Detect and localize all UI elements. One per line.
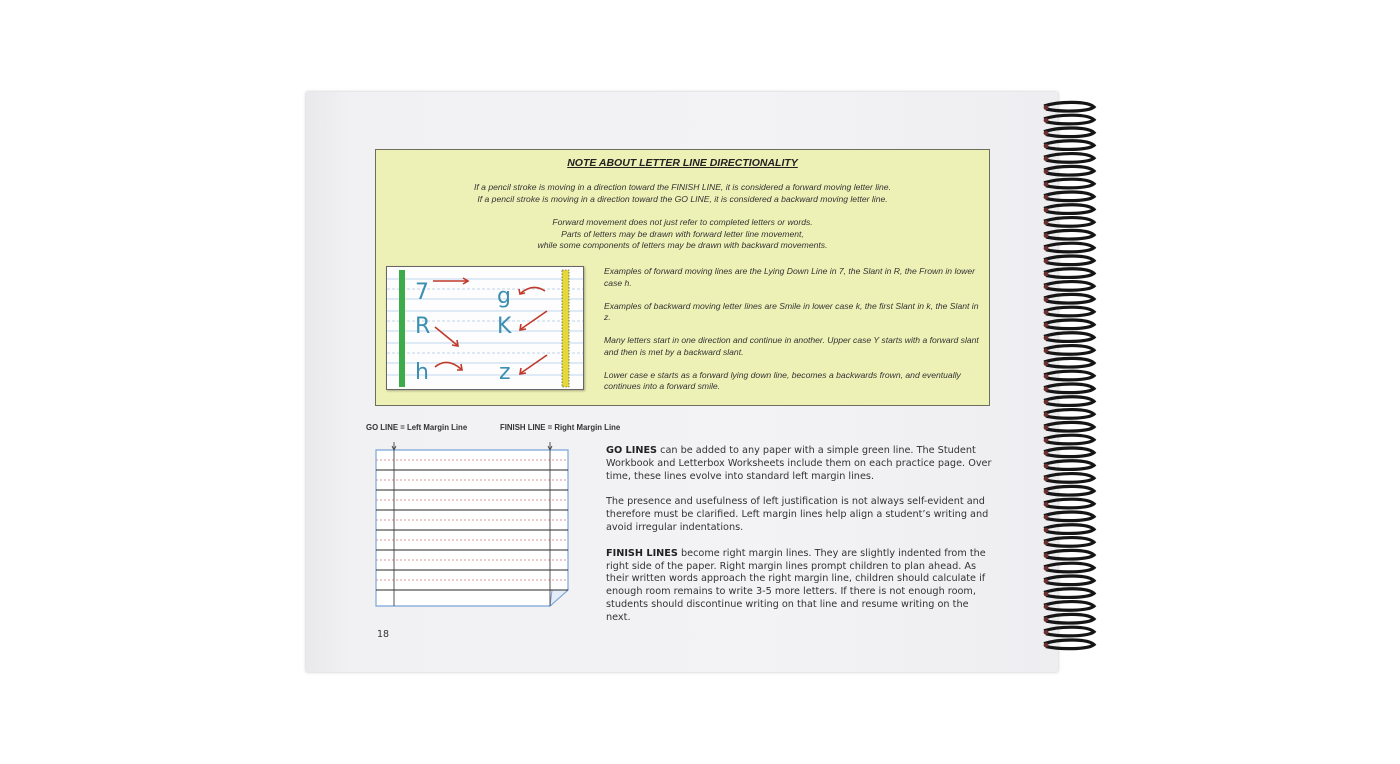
punch-hole — [1044, 348, 1049, 353]
coil-ring — [1044, 269, 1094, 278]
figure-letter-h: h — [415, 360, 429, 385]
coil-ring — [1044, 602, 1094, 611]
presence-paragraph: The presence and usefulness of left justification is not always self-evident and therefore must be clarified. Left margin lines help align a student’s writing and avoid irregular indentations. — [606, 496, 989, 533]
punch-hole — [1044, 566, 1049, 571]
punch-hole — [1044, 489, 1049, 494]
note-box — [375, 149, 990, 406]
punch-hole — [1044, 425, 1049, 430]
coil-ring — [1044, 627, 1094, 636]
finish-lines-text: become right margin lines. They are slightly indented from the right side of the paper. Right margin lines prompt children to plan ahead. As their written words approach the right margin line, children should calculate if enough room remains to write 3-5 more letters. If there is not enough room, students should discontinue writing on that line and resume writing on the next. — [606, 547, 986, 623]
punch-hole — [1044, 323, 1049, 328]
coil-ring — [1044, 333, 1094, 342]
coil-ring — [1044, 614, 1094, 623]
punch-hole — [1044, 259, 1049, 264]
coil-ring — [1044, 320, 1094, 329]
coil-ring — [1044, 115, 1094, 124]
punch-hole — [1044, 131, 1049, 136]
coil-ring — [1044, 141, 1094, 150]
coil-ring — [1044, 154, 1094, 163]
coil-ring — [1044, 371, 1094, 380]
examples-notes — [604, 266, 984, 404]
coil-ring — [1044, 538, 1094, 547]
coil-ring — [1044, 218, 1094, 227]
punch-hole — [1044, 336, 1049, 341]
punch-hole — [1044, 284, 1049, 289]
coil-ring — [1044, 410, 1094, 419]
coil-ring — [1044, 550, 1094, 559]
punch-hole — [1044, 118, 1049, 123]
coil-ring — [1044, 192, 1094, 201]
figure-letter-R: R — [415, 314, 431, 339]
punch-hole — [1044, 361, 1049, 366]
figure-letter-g: g — [497, 284, 511, 309]
punch-hole — [1044, 233, 1049, 238]
finish-line-label: FINISH LINE = Right Margin Line — [500, 423, 621, 432]
coil-ring — [1044, 230, 1094, 239]
coil-ring — [1044, 563, 1094, 572]
punch-hole — [1044, 182, 1049, 187]
punch-hole — [1044, 387, 1049, 392]
go-lines-heading: GO LINES — [606, 445, 658, 456]
coil-ring — [1044, 435, 1094, 444]
punch-hole — [1044, 553, 1049, 558]
coil-ring — [1044, 282, 1094, 291]
go-line-label: GO LINE = Left Margin Line — [366, 423, 468, 432]
punch-hole — [1044, 156, 1049, 161]
coil-ring — [1044, 256, 1094, 265]
coil-ring — [1044, 525, 1094, 534]
punch-hole — [1044, 604, 1049, 609]
punch-hole — [1044, 374, 1049, 379]
punch-hole — [1044, 502, 1049, 507]
coil-ring — [1044, 243, 1094, 252]
punch-hole — [1044, 246, 1049, 251]
figure-letter-K: K — [497, 314, 512, 339]
punch-hole — [1044, 515, 1049, 520]
coil-ring — [1044, 448, 1094, 457]
punch-hole — [1044, 540, 1049, 545]
punch-hole — [1044, 272, 1049, 277]
coil-ring — [1044, 307, 1094, 316]
body-text — [606, 445, 994, 638]
page-number: 18 — [377, 629, 390, 640]
coil-ring — [1044, 512, 1094, 521]
coil-ring — [1044, 346, 1094, 355]
punch-hole — [1044, 105, 1049, 110]
punch-hole — [1044, 528, 1049, 533]
note-line: while some components of letters may be drawn with backward movements. — [537, 240, 828, 250]
spiral-binding — [1040, 100, 1110, 660]
punch-hole — [1044, 451, 1049, 456]
punch-hole — [1044, 400, 1049, 405]
figure-letter-7: 7 — [415, 280, 429, 305]
punch-hole — [1044, 208, 1049, 213]
coil-ring — [1044, 461, 1094, 470]
go-lines-paragraph — [606, 445, 994, 483]
coil-ring — [1044, 179, 1094, 188]
example-note-2: Examples of backward moving letter lines are Smile in lower case k, the first Slant in k, the Slant in z. — [604, 300, 979, 322]
punch-hole — [1044, 476, 1049, 481]
figure-letter-z: z — [499, 360, 511, 385]
go-lines-text: can be added to any paper with a simple green line. The Student Workbook and Letterbox Worksheets include them on each practice page. Over time, these lines evolve into standard left margin lines. — [606, 445, 992, 482]
finish-lines-heading: FINISH LINES — [606, 547, 678, 559]
punch-hole — [1044, 630, 1049, 635]
finish-lines-paragraph — [606, 548, 994, 625]
example-note-1: Examples of forward moving lines are the Lying Down Line in 7, the Slant in R, the Frown in lower case h. — [604, 266, 975, 288]
coil-ring — [1044, 205, 1094, 214]
punch-hole — [1044, 144, 1049, 149]
example-note-3: Many letters start in one direction and continue in another. Upper case Y starts with a forward slant and then is met by a backward slant. — [604, 335, 979, 357]
punch-hole — [1044, 310, 1049, 315]
coil-ring — [1044, 384, 1094, 393]
note-line: Parts of letters may be drawn with forward letter line movement, — [561, 228, 804, 239]
coil-ring — [1044, 422, 1094, 431]
coil-ring — [1044, 294, 1094, 303]
coil-ring — [1044, 358, 1094, 367]
letter-direction-figure — [386, 266, 584, 390]
coil-ring — [1044, 576, 1094, 585]
punch-hole — [1044, 195, 1049, 200]
note-line: If a pencil stroke is moving in a direction toward the FINISH LINE, it is considered a forward moving letter line. — [474, 182, 891, 192]
margin-lines-paper-figure — [372, 436, 574, 612]
note-paragraph-2 — [376, 217, 989, 252]
coil-ring — [1044, 474, 1094, 483]
example-note-4: Lower case e starts as a forward lying down line, becomes a backwards frown, and eventually continues into a forward smile. — [604, 369, 961, 391]
punch-hole — [1044, 592, 1049, 597]
note-title: NOTE ABOUT LETTER LINE DIRECTIONALITY — [567, 157, 798, 169]
note-paragraph-1 — [376, 182, 989, 205]
coil-ring — [1044, 499, 1094, 508]
coil-ring — [1044, 102, 1094, 111]
coil-ring — [1044, 166, 1094, 175]
punch-hole — [1044, 617, 1049, 622]
punch-hole — [1044, 643, 1049, 648]
punch-hole — [1044, 169, 1049, 174]
punch-hole — [1044, 220, 1049, 225]
coil-ring — [1044, 397, 1094, 406]
punch-hole — [1044, 297, 1049, 302]
punch-hole — [1044, 438, 1049, 443]
coil-ring — [1044, 640, 1094, 649]
note-line: Forward movement does not just refer to completed letters or words. — [552, 217, 813, 227]
coil-ring — [1044, 128, 1094, 137]
punch-hole — [1044, 579, 1049, 584]
note-line: If a pencil stroke is moving in a direction toward the GO LINE, it is considered a backward moving letter line. — [477, 193, 888, 204]
punch-hole — [1044, 464, 1049, 469]
coil-ring — [1044, 486, 1094, 495]
punch-hole — [1044, 412, 1049, 417]
coil-ring — [1044, 589, 1094, 598]
